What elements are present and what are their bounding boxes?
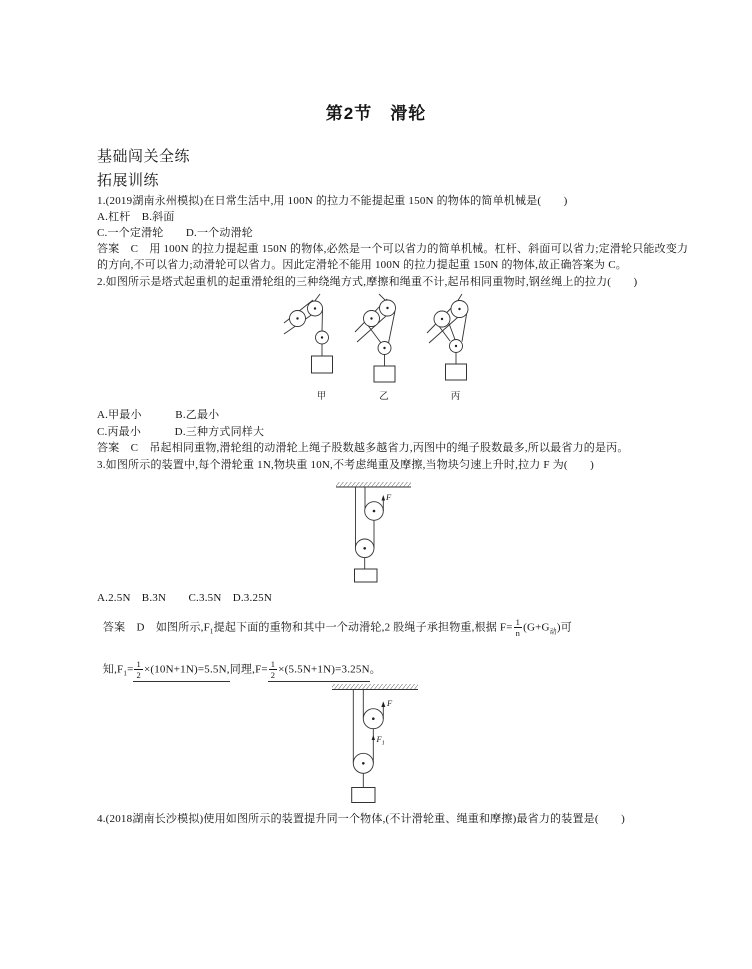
q2-options-cd: C.丙最小 D.三种方式同样大 xyxy=(97,426,265,438)
text-segment: ×(5.5N+1N)=3.25N xyxy=(278,663,370,676)
crane-figure-bing xyxy=(427,294,468,402)
crane-pulley-figure-group xyxy=(283,292,518,404)
force1-base: F xyxy=(376,734,382,744)
q1-answer-line2: 的方向,不可以省力;动滑轮可以省力。因此定滑轮不能用 100N 的拉力提起重 150N 的物体,故正确答案为 C。 xyxy=(97,259,627,271)
crane-figure-jia xyxy=(284,294,333,402)
ceiling-hatch xyxy=(336,482,411,487)
subscript: 1 xyxy=(209,627,214,636)
q4-stem: 4.(2018湖南长沙模拟)使用如图所示的装置提升同一个物体,(不计滑轮重、绳重和摩擦)最省力的装置是( ) xyxy=(97,813,625,825)
q3-options: A.2.5N B.3N C.3.5N D.3.25N xyxy=(97,592,272,604)
pulley-axle-dot xyxy=(314,307,316,309)
weight-block xyxy=(352,788,375,803)
fraction-denominator: 2 xyxy=(136,669,141,680)
pulley-axle-dot xyxy=(370,317,372,319)
force-label-f: F xyxy=(387,698,393,708)
text-segment: 答案 D 如图所示,F xyxy=(102,621,210,634)
weight-block xyxy=(374,366,395,382)
q2-answer: 答案 C 吊起相同重物,滑轮组的动滑轮上绳子股数越多越省力,丙图中的绳子股数最多,所以最省力的是丙。 xyxy=(97,442,629,454)
page-title: 第2节 滑轮 xyxy=(325,104,427,123)
text-segment: 知,F xyxy=(102,663,124,676)
q2-options-ab: A.甲最小 B.乙最小 xyxy=(97,409,220,421)
q1-options-ab: A.杠杆 B.斜面 xyxy=(97,211,175,223)
figure-label-yi: 乙 xyxy=(379,392,389,402)
crane-figure-yi xyxy=(355,294,396,402)
subscript: 动 xyxy=(549,627,557,636)
q1-answer-line1: 答案 C 用 100N 的拉力提起重 150N 的物体,必然是一个可以省力的简单机械。杠杆、斜面可以省力;定滑轮只能改变力 xyxy=(97,243,689,255)
subscript: 1 xyxy=(123,669,128,678)
text-segment: 。 xyxy=(369,663,381,676)
fraction-numerator: 1 xyxy=(270,659,276,669)
force-arrow-icon xyxy=(381,702,385,708)
q2-stem: 2.如图所示是塔式起重机的起重滑轮组的三种绕绳方式,摩擦和绳重不计,起吊相同重物时,钢丝绳上的拉力( ) xyxy=(97,276,638,288)
underlined-expression xyxy=(268,660,370,682)
rope xyxy=(368,326,381,344)
force-label-f: F xyxy=(386,492,392,502)
force1-subscript: 1 xyxy=(381,740,385,747)
fraction-numerator: 1 xyxy=(136,659,141,669)
text-segment: )可 xyxy=(556,621,572,634)
weight-block xyxy=(446,364,467,380)
pulley-axle-dot xyxy=(362,762,365,765)
fraction xyxy=(514,618,522,638)
pulley-axle-dot xyxy=(441,318,443,320)
weight-block xyxy=(312,356,333,373)
pulley-axle-dot xyxy=(383,347,385,349)
underlined-expression xyxy=(133,660,229,682)
text-segment: (G+G xyxy=(523,621,550,634)
q1-options-cd: C.一个定滑轮 D.一个动滑轮 xyxy=(97,227,253,239)
rope xyxy=(322,310,323,332)
q3-answer-line1 xyxy=(97,606,572,638)
pulley-axle-dot xyxy=(372,717,375,720)
fraction-denominator: 2 xyxy=(270,669,276,680)
ceiling-hatch xyxy=(332,684,418,690)
pulley-axle-dot xyxy=(386,307,388,309)
figure-label-jia: 甲 xyxy=(316,392,327,402)
force-arrow-icon xyxy=(382,495,386,501)
pulley-axle-dot xyxy=(455,345,457,347)
fraction xyxy=(269,660,277,680)
pulley-axle-dot xyxy=(321,336,323,338)
q3-stem: 3.如图所示的装置中,每个滑轮重 1N,物块重 10N,不考虑绳重及摩擦,当物块匀速上升时,拉力 F 为( ) xyxy=(97,459,595,471)
q1-stem: 1.(2019湖南永州模拟)在日常生活中,用 100N 的拉力不能提起重 150N 的物体的简单机械是( ) xyxy=(97,195,568,207)
pulley-axle-dot xyxy=(458,308,460,310)
q3-answer-line2 xyxy=(97,648,381,682)
fraction-numerator: 1 xyxy=(515,617,521,627)
q3-pulley-figure xyxy=(325,480,420,584)
section-heading-extension-training: 拓展训练 xyxy=(97,172,160,189)
text-segment: ×(10N+1N)=5.5N, xyxy=(143,663,230,676)
rope xyxy=(449,324,455,340)
force1-arrow-icon xyxy=(372,735,375,740)
q3-answer-figure xyxy=(325,681,425,807)
section-heading-basic-practice: 基础闯关全练 xyxy=(97,148,191,165)
force1-label xyxy=(376,734,385,747)
figure-label-bing: 丙 xyxy=(450,392,461,402)
fraction-denominator: n xyxy=(515,627,521,638)
pulley-axle-dot xyxy=(363,547,366,550)
text-segment: 同理,F= xyxy=(229,663,268,676)
pulley-axle-dot xyxy=(296,317,298,319)
fraction xyxy=(134,660,142,680)
weight-block xyxy=(355,569,378,582)
pulley-axle-dot xyxy=(373,510,376,513)
text-segment: 提起下面的重物和其中一个动滑轮,2 股绳子承担物重,根据 F= xyxy=(213,621,513,634)
text-segment: = xyxy=(127,663,134,676)
